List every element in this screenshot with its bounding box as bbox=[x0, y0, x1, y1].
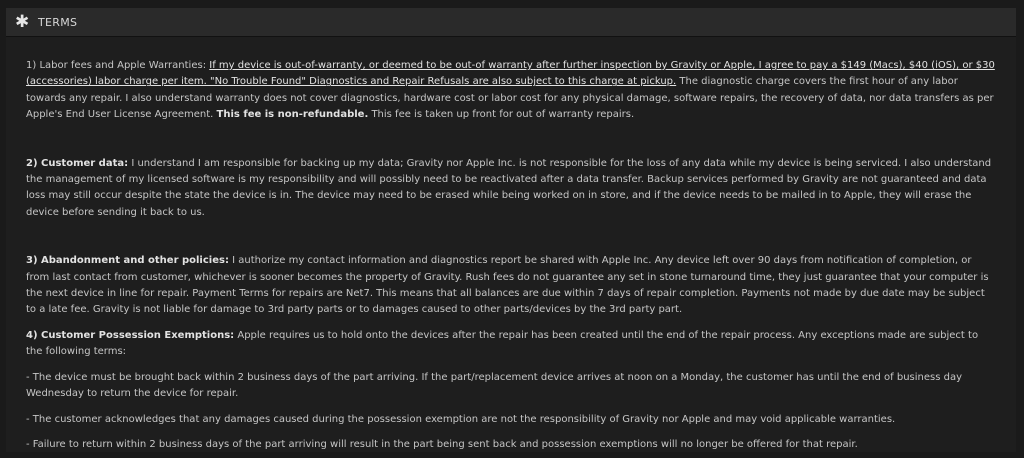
possession-item: - The device must be brought back within 2 business days of the part arriving. If the part/replacement device arrives at noon on a Monday, the customer has until the end of business day Wednesday to return the device for repair. bbox=[26, 371, 963, 400]
possession-label: 4) Customer Possession Exemptions: bbox=[26, 329, 235, 341]
abandonment-text: I authorize my contact information and diagnostics report be shared with Apple Inc. Any device left over 90 days from notification of completion, or from last contact from customer, whichever is sooner becomes the property of Gravity. Rush fees do not guarantee any set in stone turnaround time, they just guarantee that your computer is the next device in line for repair. Payment Terms for repairs are Net7. This means that all balances are due within 7 days of repair completion. Payments not made by due date may be subject to a late fee. Gravity is not liable for damage to 3rd party parts or to damages caused to other parts/devices by the 3rd party part. bbox=[26, 255, 989, 316]
abandonment-label: 3) Abandonment and other policies: bbox=[26, 255, 229, 267]
possession-item: - Failure to return within 2 business days of the part arriving will result in the part being sent back and possession exemptions will no longer be offered for that repair. bbox=[26, 438, 858, 450]
labor-fees-paragraph bbox=[26, 58, 996, 124]
customer-data-label: 2) Customer data: bbox=[26, 157, 129, 169]
labor-fees-label: 1) Labor fees and Apple Warranties: bbox=[26, 60, 207, 71]
labor-fees-text: The diagnostic charge covers the first hour of any labor towards any repair. I also understand warranty does not cover diagnostics, hardware cost or labor cost for any physical damage, software repairs, the recovery of data, nor data transfers as per Apple's End User License Agreement. bbox=[26, 76, 994, 121]
customer-data-paragraph bbox=[26, 156, 996, 222]
customer-data-text: I understand I am responsible for backing up my data; Gravity nor Apple Inc. is not responsible for the loss of any data while my device is being serviced. I also understand the management of my licensed software is my responsibility and will possibly need to be reactivated after a data transfer. Backup services performed by Gravity are not guaranteed and data loss may still occur despite the state the device is in. The device may need to be erased while being worked on in store, and if the device needs to be mailed in to Apple, they will erase the device before sending it back to us. bbox=[26, 157, 992, 218]
possession-paragraph bbox=[26, 328, 996, 361]
possession-text: Apple requires us to hold onto the devices after the repair has been created until the end of the repair process. Any exceptions made are subject to the following terms: bbox=[26, 329, 979, 358]
possession-item: - The customer acknowledges that any damages caused during the possession exemption are not the responsibility of Gravity nor Apple and may void applicable warranties. bbox=[26, 413, 896, 425]
labor-fees-underlined: If my device is out-of-warranty, or deemed to be out-of warranty after further inspection by Gravity or Apple, I agree to pay a $149 (Macs), $40 (iOS), or $30 (accessories) labor charge per item. "No Trouble Found" Diagnostics and Repair Refusals are also subject to this charge at pickup. bbox=[26, 60, 995, 88]
terms-header[interactable] bbox=[6, 8, 1016, 37]
terms-panel bbox=[6, 8, 1016, 452]
asterisk-icon: ✱ bbox=[15, 11, 30, 32]
abandonment-paragraph bbox=[26, 253, 996, 319]
terms-title: TERMS bbox=[38, 15, 78, 29]
labor-fees-text-2: This fee is taken up front for out of warranty repairs. bbox=[371, 109, 635, 121]
non-refundable-note: This fee is non-refundable. bbox=[216, 109, 369, 121]
terms-content bbox=[6, 37, 1016, 453]
